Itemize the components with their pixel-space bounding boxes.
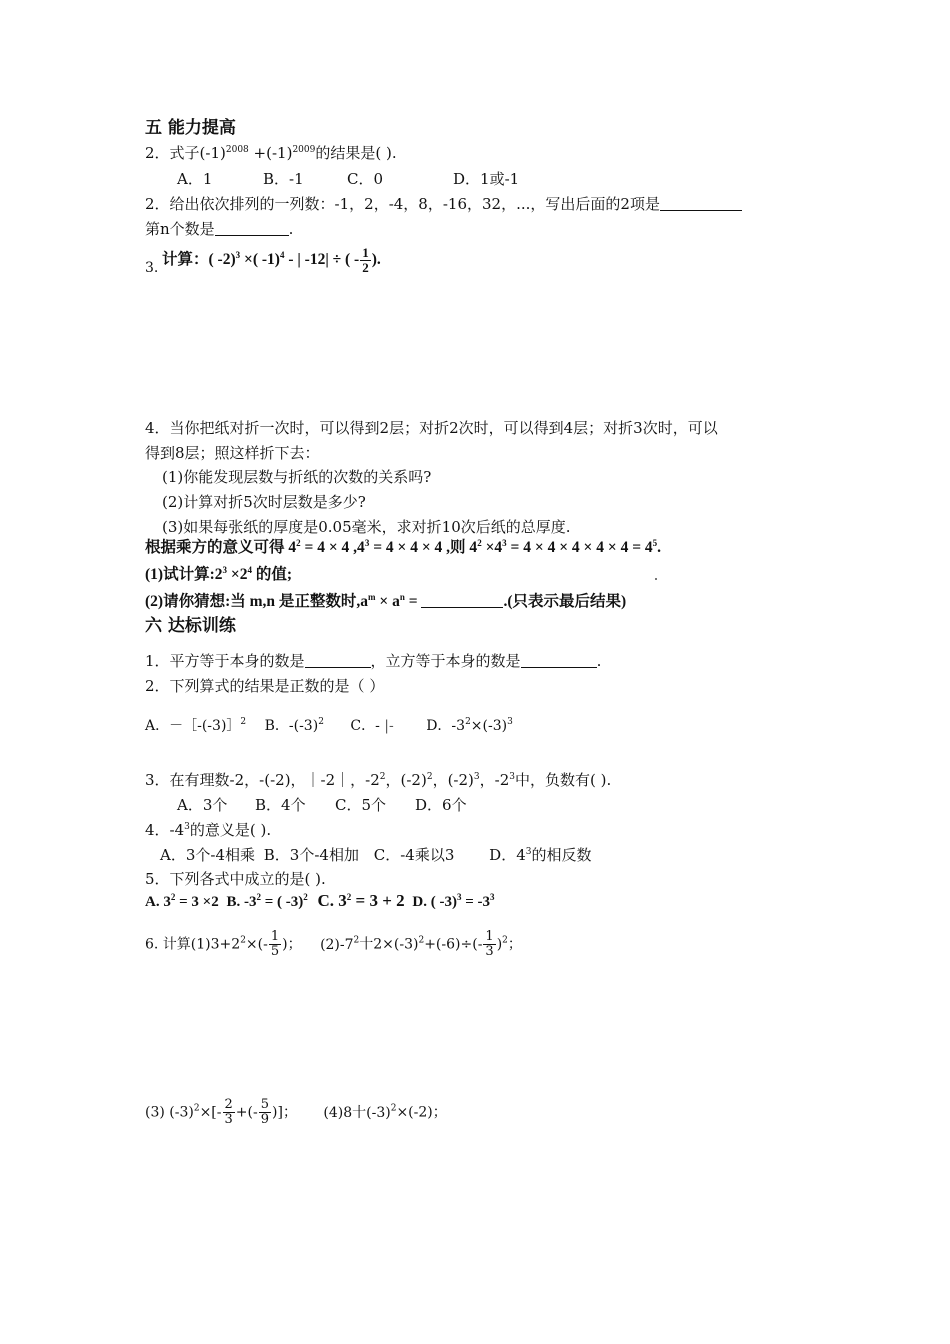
expr: ): [496, 936, 503, 953]
expr: .(只表示最后结果): [503, 593, 627, 610]
option-b: B．-(-3): [264, 718, 319, 734]
q-text: .: [288, 220, 294, 238]
s5-q1-option-b: B．-1: [263, 170, 304, 188]
expr: (2)请你猜想:当 m,n 是正整数时,a: [145, 593, 369, 610]
q-text: 3．在有理数-2，-(-2)，｜-2｜，-2: [145, 771, 380, 789]
exponent: 4: [279, 250, 285, 261]
option-d-expr: ×(-3): [470, 718, 508, 734]
power-meaning-statement: [145, 538, 661, 558]
expr: (3) (-3): [145, 1104, 194, 1121]
exponent: 2: [296, 538, 301, 548]
exponent: m: [368, 592, 376, 602]
q-text: .: [596, 652, 602, 670]
s6-question-6-row1: [145, 930, 522, 959]
exponent: 2: [240, 935, 246, 946]
s5-q4-sub-1: (1)你能发现层数与折纸的次数的关系吗?: [162, 468, 432, 486]
option-d-text: 的相反数: [531, 846, 592, 864]
q-text: ，-2: [479, 771, 510, 789]
fraction: $\frac{2}{3}$: [224, 1097, 233, 1127]
s5-question-1: [145, 143, 397, 163]
section-6-title: 六 达标训练: [145, 616, 236, 636]
expr: ×4: [481, 539, 503, 556]
exponent: 2: [193, 1103, 200, 1114]
option-a: A．3个-4相乘: [160, 846, 255, 864]
s5-question-3: [162, 246, 381, 275]
exponent: 3: [473, 772, 480, 782]
expr: = 4 × 4 × 4 × 4 × 4 = 4: [506, 539, 653, 556]
s6-q3-option-b: B．4个: [255, 796, 306, 814]
s6-question-5: 5．下列各式中成立的是( ).: [145, 870, 326, 888]
exponent: 2: [170, 892, 176, 902]
s6-question-4: [145, 820, 271, 840]
q-text: 6. 计算(1)3+2: [145, 936, 241, 953]
expr: = 4 × 4 × 4 ,则 4: [369, 539, 478, 556]
expr: (-1): [199, 144, 226, 162]
exponent: 2: [477, 538, 482, 548]
expr: 十2×(-3): [359, 936, 419, 953]
expr: +(-6)÷(-: [424, 936, 483, 953]
exponent: 2: [303, 892, 308, 902]
exponent: 2: [318, 717, 324, 727]
option-b-expr: = ( -3): [260, 894, 304, 910]
exponent: 2: [426, 772, 433, 782]
q-text: 的意义是( ).: [189, 821, 272, 839]
fraction: $\frac{1}{3}$: [485, 929, 494, 959]
expr: ×[-: [199, 1104, 222, 1121]
exponent: 3: [235, 250, 241, 261]
exponent: 4: [247, 565, 252, 575]
option-d: D．4: [489, 846, 526, 864]
exponent: 2: [502, 935, 508, 946]
s6-q4-options: [160, 845, 592, 865]
s6-q5-options: [145, 891, 495, 912]
option-c: C. 3: [317, 891, 347, 910]
exponent: 2: [346, 892, 352, 902]
s6-q3-option-a: A．3个: [177, 796, 228, 814]
expr: )；: [282, 936, 302, 953]
q-text: 中，负数有( ).: [514, 771, 612, 789]
exponent: 3: [509, 772, 515, 782]
answer-blank: [660, 196, 742, 211]
s5-q4-sub-3: (3)如果每张纸的厚度是0.05毫米，求对折10次后纸的总厚度.: [162, 518, 571, 536]
q-text: 2．式子: [145, 144, 200, 162]
q-text: ，(-2): [385, 771, 427, 789]
power-question-2: [145, 592, 626, 612]
exponent: 2: [379, 772, 386, 782]
expr: ×(-2)；: [396, 1104, 447, 1121]
exponent: 3: [456, 892, 462, 902]
exponent: 2: [256, 892, 261, 902]
s5-question-2-cont: [145, 219, 293, 239]
s6-question-1: [145, 651, 601, 671]
fraction: $\frac{5}{9}$: [260, 1097, 270, 1127]
expr: =: [404, 593, 422, 610]
option-c-expr: = 3 + 2: [351, 891, 405, 910]
s5-q3-number: 3.: [145, 260, 159, 276]
s5-q1-option-a: A．1: [177, 170, 213, 188]
option-d: D. ( -3): [412, 894, 457, 910]
option-d: D．-3: [426, 718, 466, 734]
expr: 根据乘方的意义可得 4: [145, 539, 297, 556]
answer-blank: [421, 593, 503, 608]
q-text: ，(-2): [432, 771, 474, 789]
answer-blank: [305, 653, 371, 668]
exponent: 2: [465, 717, 471, 727]
exponent: 2009: [292, 145, 316, 155]
option-c: C．-4乘以3: [373, 846, 455, 864]
option-a: A．－［-(-3)］: [145, 718, 241, 734]
exponent: 2: [353, 935, 360, 946]
exponent: 3: [184, 822, 190, 832]
section-5-title: 五 能力提高: [145, 118, 236, 138]
expr: (1)试计算:2: [145, 566, 223, 583]
s5-q1-option-d: D．1或-1: [453, 170, 520, 188]
answer-blank: [215, 221, 289, 236]
s6-q3-option-c: C．5个: [335, 796, 387, 814]
expr: )]；: [272, 1104, 297, 1121]
q-text: 2．给出依次排列的一列数：-1，2，-4，8，-16，32，...，写出后面的2项是: [145, 195, 660, 213]
exponent: 3: [507, 717, 513, 727]
expr: (4)8十(-3): [323, 1104, 391, 1121]
s6-question-6-row2: [145, 1098, 447, 1127]
option-d-expr: = -3: [461, 894, 491, 910]
expr: ×( -1): [240, 251, 280, 269]
exponent: 3: [502, 538, 507, 548]
exponent: 2: [240, 717, 247, 727]
exponent: 3: [490, 892, 495, 902]
option-c: C．-: [350, 718, 380, 734]
s6-question-3: [145, 770, 611, 790]
option-a: A. 3: [145, 894, 171, 910]
expr: +(-1): [248, 144, 293, 162]
power-question-1: [145, 565, 292, 585]
s5-question-2: [145, 194, 742, 214]
expr: × a: [375, 593, 400, 610]
option-b: B．3个-4相加: [263, 846, 359, 864]
q-text: 1．平方等于本身的数是: [145, 652, 305, 670]
expr: = 4 × 4 ,4: [300, 539, 365, 556]
expr: - | -12| ÷ ( -: [284, 251, 360, 269]
q-text: 第n个数是: [145, 220, 215, 238]
expr: ).: [371, 251, 381, 269]
fraction: $\frac{1}{2}$: [362, 245, 369, 275]
answer-blank: [521, 653, 597, 668]
q-text: 的结果是( ).: [315, 144, 397, 162]
exponent: 2008: [225, 145, 249, 155]
exponent: 2: [390, 1103, 397, 1114]
expr: .: [657, 539, 662, 556]
exponent: 5: [652, 538, 658, 548]
q-text: ，立方等于本身的数是: [370, 652, 521, 670]
expr: ×2: [227, 566, 248, 583]
s5-q4-sub-2: (2)计算对折5次时层数是多少?: [162, 493, 366, 511]
fraction: $\frac{1}{5}$: [270, 929, 280, 959]
s5-question-4: 4．当你把纸对折一次时，可以得到2层；对折2次时，可以得到4层；对折3次时，可以: [145, 419, 718, 437]
q-text: 4．-4: [145, 821, 185, 839]
stray-dot: [655, 578, 657, 580]
exponent: n: [399, 592, 405, 602]
exponent: 2: [418, 935, 425, 946]
expr: ×(-: [245, 936, 268, 953]
expr: 计算：( -2): [162, 251, 236, 269]
s6-q3-option-d: D．6个: [415, 796, 467, 814]
expr: ；: [507, 936, 522, 953]
expr: 的值;: [251, 566, 293, 583]
expr: +(-: [235, 1104, 258, 1121]
option-c-expr: |-: [384, 718, 394, 734]
s5-q1-option-c: C．0: [347, 170, 384, 188]
expr: (2)-7: [320, 936, 354, 953]
exponent: 3: [525, 847, 532, 857]
option-b: B. -3: [226, 894, 257, 910]
option-a-expr: = 3 ×2: [175, 894, 219, 910]
exponent: 3: [364, 538, 370, 548]
s6-question-2: 2．下列算式的结果是正数的是（ ）: [145, 677, 385, 695]
s6-q2-options: [145, 716, 513, 736]
exponent: 3: [222, 565, 227, 575]
s5-question-4-cont: 得到8层；照这样折下去：: [145, 444, 320, 462]
